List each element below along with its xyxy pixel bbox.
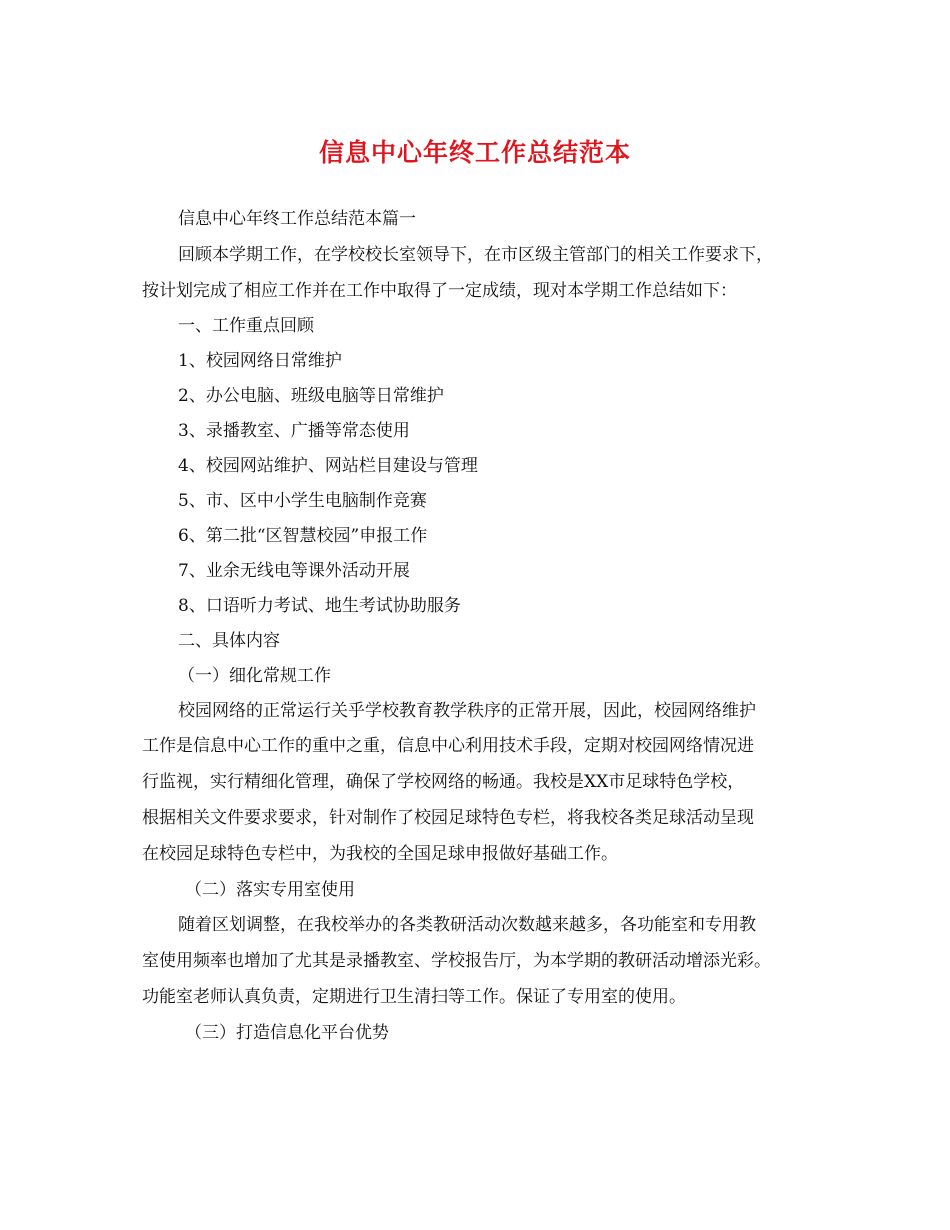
paragraph-line: 根据相关文件要求要求，针对制作了校园足球特色专栏，将我校各类足球活动呈现: [142, 808, 754, 828]
list-item: 5、市、区中小学生电脑制作竞赛: [178, 491, 427, 511]
list-item: 2、办公电脑、班级电脑等日常维护: [178, 386, 444, 406]
list-item: 6、第二批“区智慧校园”申报工作: [178, 526, 428, 546]
subsection-heading: （三）打造信息化平台优势: [185, 1023, 389, 1043]
section-heading: 二、具体内容: [178, 631, 280, 651]
paragraph-line: 回顾本学期工作，在学校校长室领导下，在市区级主管部门的相关工作要求下，: [178, 245, 773, 265]
paragraph-line: 工作是信息中心工作的重中之重，信息中心利用技术手段，定期对校园网络情况进: [142, 736, 754, 756]
list-item: 3、录播教室、广播等常态使用: [178, 421, 410, 441]
document-title: 信息中心年终工作总结范本: [318, 138, 631, 167]
subsection-heading: （一）细化常规工作: [178, 666, 331, 686]
paragraph-line: 室使用频率也增加了尤其是录播教室、学校报告厅，为本学期的教研活动增添光彩。: [142, 951, 771, 971]
section-heading: 一、工作重点回顾: [178, 316, 314, 336]
list-item: 8、口语听力考试、地生考试协助服务: [178, 596, 461, 616]
list-item: 7、业余无线电等课外活动开展: [178, 561, 410, 581]
subsection-heading: （二）落实专用室使用: [185, 880, 355, 900]
paragraph-line: 按计划完成了相应工作并在工作中取得了一定成绩，现对本学期工作总结如下：: [142, 281, 737, 301]
paragraph-line: 随着区划调整，在我校举办的各类教研活动次数越来越多，各功能室和专用教: [178, 915, 756, 935]
list-item: 4、校园网站维护、网站栏目建设与管理: [178, 456, 478, 476]
list-item: 1、校园网络日常维护: [178, 351, 342, 371]
paragraph-line: 校园网络的正常运行关乎学校教育教学秩序的正常开展，因此，校园网络维护: [178, 701, 756, 721]
paragraph-line: 在校园足球特色专栏中，为我校的全国足球申报做好基础工作。: [142, 844, 618, 864]
paragraph-line: 行监视，实行精细化管理，确保了学校网络的畅通。我校是XX市足球特色学校，: [142, 772, 745, 792]
paragraph-line: 功能室老师认真负责，定期进行卫生清扫等工作。保证了专用室的使用。: [142, 987, 686, 1007]
section-heading-part-one: 信息中心年终工作总结范本篇一: [178, 209, 416, 229]
